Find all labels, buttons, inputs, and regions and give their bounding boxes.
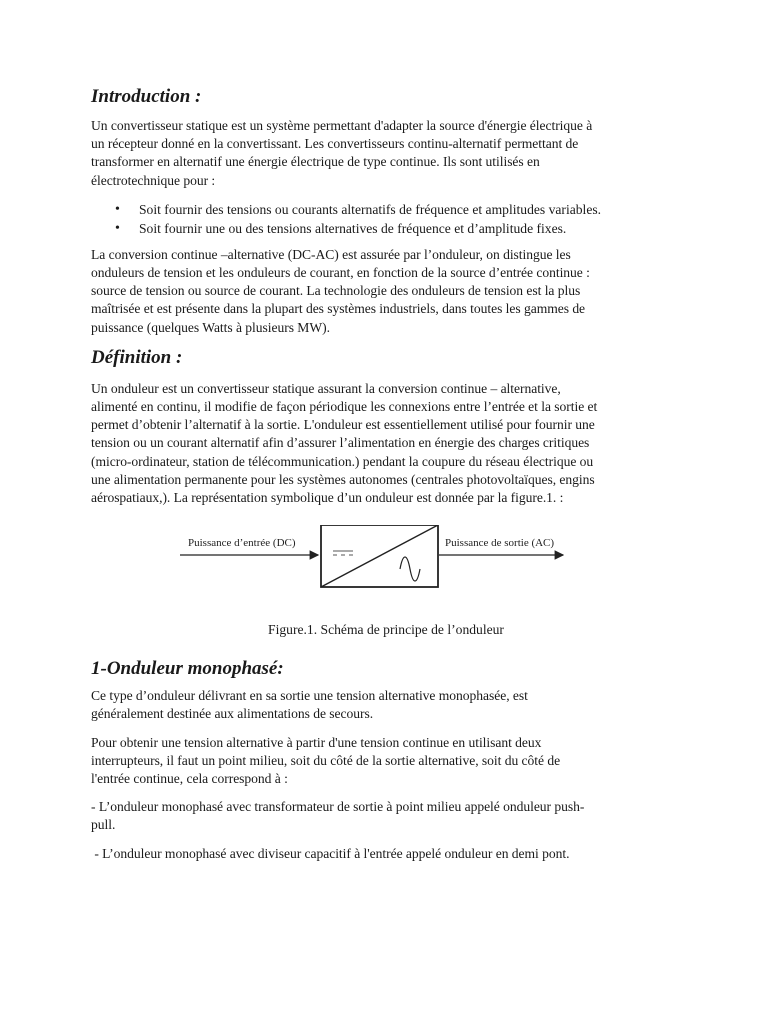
inverter-diagram-svg xyxy=(91,525,681,611)
text-line: Un convertisseur statique est un système permettant d'adapter la source d'énergie électrique à xyxy=(91,118,593,133)
inverter-diagram xyxy=(91,525,681,649)
text-line: transformer en alternatif une énergie électrique de type continue. Ils sont utilisés en xyxy=(91,154,540,170)
monophase-paragraph-3 xyxy=(91,798,681,834)
text-line: alimenté en continu, il modifie de façon périodique les connexions entre l’entrée et la sortie et xyxy=(91,399,598,415)
definition-heading: Définition : xyxy=(91,346,183,368)
text-line: aérospatiaux,). La représentation symbolique d’un onduleur est donnée par la figure.1. : xyxy=(91,490,564,506)
text-line: électrotechnique pour : xyxy=(91,172,216,188)
intro-heading: Introduction : xyxy=(91,86,202,107)
text-line: Ce type d’onduleur délivrant en sa sortie une tension alternative monophasée, est xyxy=(91,688,528,704)
text-line: un récepteur donné en la convertissant. Les convertisseurs continu-alternatif permettant de xyxy=(91,136,579,152)
text-line: Pour obtenir une tension alternative à partir d'une tension continue en utilisant deux xyxy=(91,734,542,750)
intro-bullet-list xyxy=(91,200,681,238)
list-item: • Soit fournir une ou des tensions alternatives de fréquence et d’amplitude fixes. xyxy=(91,219,681,238)
text-line: tension ou un courant alternatif afin d’assurer l’alimentation en énergie des charges critiques xyxy=(91,435,590,451)
monophase-heading: 1-Onduleur monophasé: xyxy=(91,658,284,680)
text-line: onduleurs de tension et les onduleurs de courant, en fonction de la source d’entrée continue : xyxy=(91,265,590,281)
intro-paragraph-1 xyxy=(91,117,681,190)
text-line: La conversion continue –alternative (DC-AC) est assurée par l’onduleur, on distingue les xyxy=(91,246,571,262)
text-line: (micro-ordinateur, station de télécommunication.) pendant la coupure du réseau électrique ou xyxy=(91,453,594,469)
text-line: généralement destinée aux alimentations de secours. xyxy=(91,706,374,722)
output-power-label: Puissance de sortie (AC) xyxy=(445,537,555,550)
text-line: - L’onduleur monophasé avec transformateur de sortie à point milieu appelé onduleur push- xyxy=(91,799,585,815)
list-item: • Soit fournir des tensions ou courants alternatifs de fréquence et amplitudes variables. xyxy=(91,200,681,219)
text-line: l'entrée continue, cela correspond à : xyxy=(91,771,288,787)
monophase-paragraph-2 xyxy=(91,734,681,789)
figure-caption: Figure.1. Schéma de principe de l’onduleur xyxy=(268,622,504,638)
text-line: interrupteurs, il faut un point milieu, soit du côté de la sortie alternative, soit du côté de xyxy=(91,752,561,768)
document-page xyxy=(91,84,681,863)
intro-paragraph-2 xyxy=(91,246,681,337)
input-power-label: Puissance d’entrée (DC) xyxy=(188,537,296,550)
monophase-paragraph-1 xyxy=(91,687,681,723)
text-line: pull. xyxy=(91,817,116,833)
text-line: Un onduleur est un convertisseur statique assurant la conversion continue – alternative, xyxy=(91,380,561,396)
text-line: source de tension ou source de courant. La technologie des onduleurs de tension est la plus xyxy=(91,283,581,299)
text-line: maîtrisée et est présente dans la plupart des systèmes industriels, dans toutes les gammes de xyxy=(91,301,586,317)
text-line: puissance (quelques Watts à plusieurs MW). xyxy=(91,319,330,335)
monophase-paragraph-4: - L’onduleur monophasé avec diviseur capacitif à l'entrée appelé onduleur en demi pont. xyxy=(91,845,570,861)
text-line: permet d’obtenir l’alternatif à la sortie. L'onduleur est essentiellement utilisé pour fournir une xyxy=(91,417,595,433)
text-line: une alimentation permanente pour les systèmes autonomes (centrales photovoltaïques, engins xyxy=(91,471,595,487)
definition-paragraph xyxy=(91,380,681,507)
